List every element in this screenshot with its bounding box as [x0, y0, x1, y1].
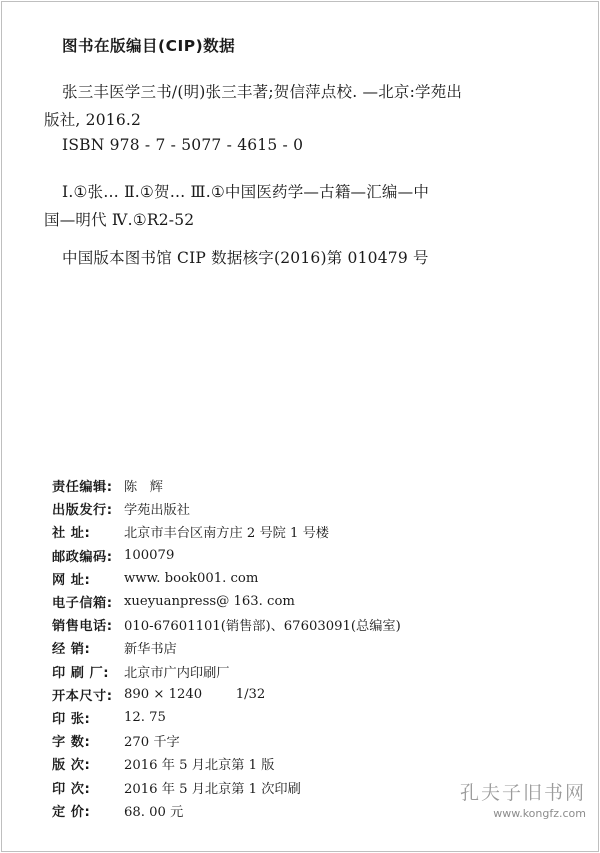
cip-subject-line-1: Ⅰ.①张… Ⅱ.①贺… Ⅲ.①中国医药学—古籍—汇编—中: [62, 183, 430, 201]
info-value: 010-67601101(销售部)、67603091(总编室): [124, 619, 401, 635]
info-label: 经 销:: [52, 642, 91, 658]
info-row-format: [52, 683, 572, 706]
info-value: xueyuanpress@ 163. com: [124, 594, 295, 610]
watermark-logo: 孔夫子旧书网: [459, 782, 586, 804]
info-label: 开本尺寸:: [52, 688, 113, 704]
info-label: 责任编辑:: [52, 480, 113, 496]
info-value: 68. 00 元: [124, 804, 184, 820]
cip-isbn: ISBN 978 - 7 - 5077 - 4615 - 0: [62, 136, 304, 154]
info-label: 电子信箱:: [52, 596, 113, 612]
info-value: www. book001. com: [124, 570, 259, 586]
info-row-sales-phone: [52, 613, 572, 636]
info-row-printer: [52, 660, 572, 683]
info-label: 社 址:: [52, 526, 91, 542]
watermark-url: www.kongfz.com: [493, 807, 586, 820]
info-label: 出版发行:: [52, 503, 113, 519]
info-row-address: [52, 520, 572, 543]
cip-subject-line-2: 国—明代 Ⅳ.①R2-52: [44, 211, 195, 229]
publication-info: [52, 474, 572, 822]
info-value: 北京市丰台区南方庄 2 号院 1 号楼: [124, 526, 329, 542]
info-row-distributor: [52, 636, 572, 659]
info-label: 版 次:: [52, 758, 91, 774]
info-value: 270 千字: [124, 735, 180, 751]
info-value: 新华书店: [124, 642, 177, 658]
info-value: 12. 75: [124, 709, 166, 725]
info-label: 定 价:: [52, 804, 91, 820]
cip-title-line-2: 版社, 2016.2: [44, 111, 142, 129]
info-value: 学苑出版社: [124, 503, 190, 519]
info-label: 印 刷 厂:: [52, 665, 110, 681]
info-value: 2016 年 5 月北京第 1 版: [124, 758, 275, 774]
info-value: 890 × 1240 1/32: [124, 686, 266, 702]
info-label: 印 次:: [52, 781, 91, 797]
info-row-publisher: [52, 497, 572, 520]
info-value: 100079: [124, 547, 175, 563]
info-row-email: [52, 590, 572, 613]
info-row-editor: [52, 474, 572, 497]
info-row-website: [52, 567, 572, 590]
info-row-sheets: [52, 706, 572, 729]
info-label: 销售电话:: [52, 619, 113, 635]
info-label: 印 张:: [52, 711, 91, 727]
info-label: 字 数:: [52, 735, 91, 751]
info-row-postcode: [52, 544, 572, 567]
info-label: 网 址:: [52, 572, 91, 588]
info-row-edition: [52, 752, 572, 775]
info-value: 2016 年 5 月北京第 1 次印刷: [124, 781, 301, 797]
info-label: 邮政编码:: [52, 549, 113, 565]
cip-data-number: 中国版本图书馆 CIP 数据核字(2016)第 010479 号: [62, 249, 429, 267]
info-value: 北京市广内印刷厂: [124, 665, 230, 681]
info-row-word-count: [52, 729, 572, 752]
cip-heading: 图书在版编目(CIP)数据: [62, 37, 236, 55]
info-value: 陈 辉: [124, 480, 163, 496]
watermark: [460, 778, 586, 820]
cip-title-line-1: 张三丰医学三书/(明)张三丰著;贺信萍点校. —北京:学苑出: [62, 83, 463, 101]
